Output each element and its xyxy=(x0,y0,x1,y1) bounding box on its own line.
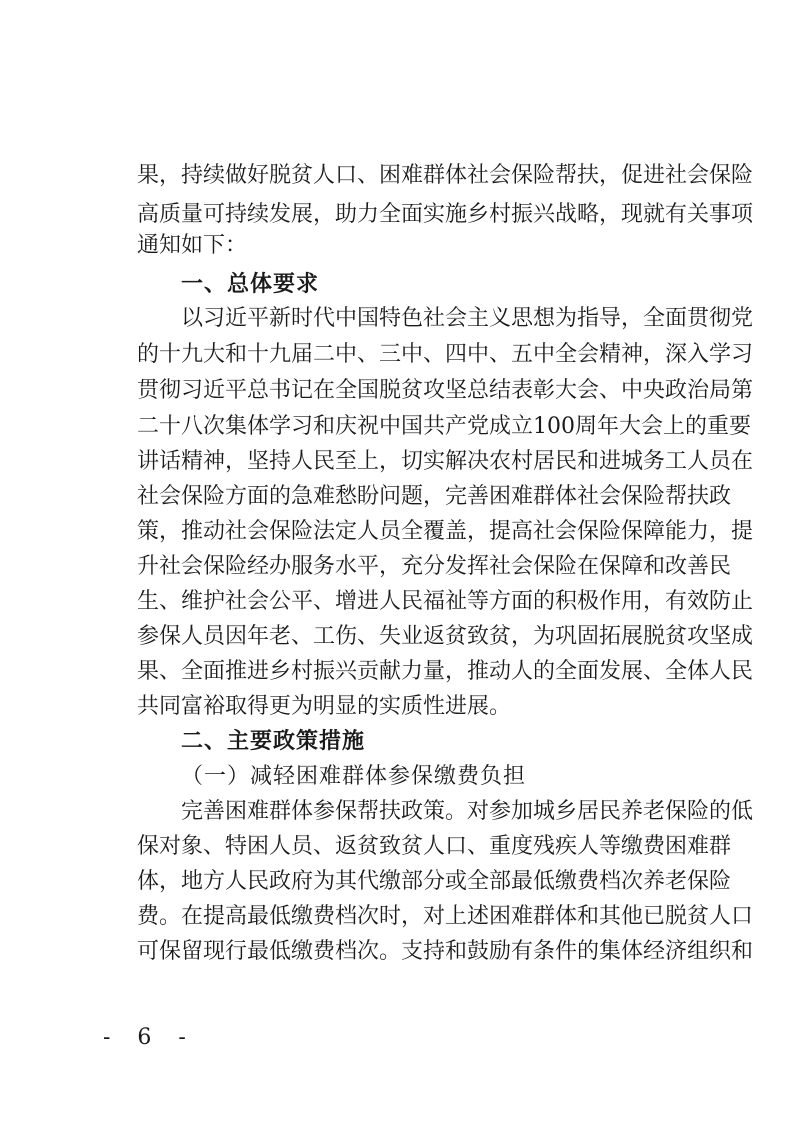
page-number: - 6 - xyxy=(103,1025,196,1050)
body-line: 可保留现行最低缴费档次。支持和鼓励有条件的集体经济组织和 xyxy=(137,939,754,964)
body-line: 的十九大和十九届二中、三中、四中、五中全会精神，深入学习 xyxy=(137,342,754,367)
body-line: 贯彻习近平总书记在全国脱贫攻坚总结表彰大会、中央政治局第 xyxy=(137,378,754,403)
body-line: 二十八次集体学习和庆祝中国共产党成立100周年大会上的重要 xyxy=(137,414,751,439)
body-line: 保对象、特困人员、返贫致贫人口、重度残疾人等缴费困难群 xyxy=(137,834,732,859)
body-line: 以习近平新时代中国特色社会主义思想为指导，全面贯彻党 xyxy=(181,306,754,331)
body-line: 生、维护社会公平、增进人民福祉等方面的积极作用，有效防止 xyxy=(137,589,754,614)
body-line: 共同富裕取得更为明显的实质性进展。 xyxy=(137,694,512,719)
body-line: 策，推动社会保险法定人员全覆盖，提高社会保险保障能力，提 xyxy=(137,519,754,544)
body-line: 果，持续做好脱贫人口、困难群体社会保险帮扶，促进社会保险 xyxy=(137,163,754,188)
body-line: 讲话精神，坚持人民至上，切实解决农村居民和进城务工人员在 xyxy=(137,449,754,474)
body-line: 高质量可持续发展，助力全面实施乡村振兴战略，现就有关事项 xyxy=(137,202,754,227)
section-heading-main-policy-measures: 二、主要政策措施 xyxy=(181,729,366,754)
subsection-heading: （一）减轻困难群体参保缴费负担 xyxy=(181,764,527,789)
section-heading-general-requirements: 一、总体要求 xyxy=(181,272,320,297)
body-line: 果、全面推进乡村振兴贡献力量，推动人的全面发展、全体人民 xyxy=(137,659,754,684)
body-line: 参保人员因年老、工伤、失业返贫致贫，为巩固拓展脱贫攻坚成 xyxy=(137,624,754,649)
body-line: 费。在提高最低缴费档次时，对上述困难群体和其他已脱贫人口 xyxy=(137,904,754,929)
body-line: 社会保险方面的急难愁盼问题，完善困难群体社会保险帮扶政 xyxy=(137,484,732,509)
body-line: 体，地方人民政府为其代缴部分或全部最低缴费档次养老保险 xyxy=(137,869,732,894)
body-line: 完善困难群体参保帮扶政策。对参加城乡居民养老保险的低 xyxy=(181,799,754,824)
body-line: 升社会保险经办服务水平，充分发挥社会保险在保障和改善民 xyxy=(137,554,732,579)
body-line: 通知如下： xyxy=(137,233,248,258)
